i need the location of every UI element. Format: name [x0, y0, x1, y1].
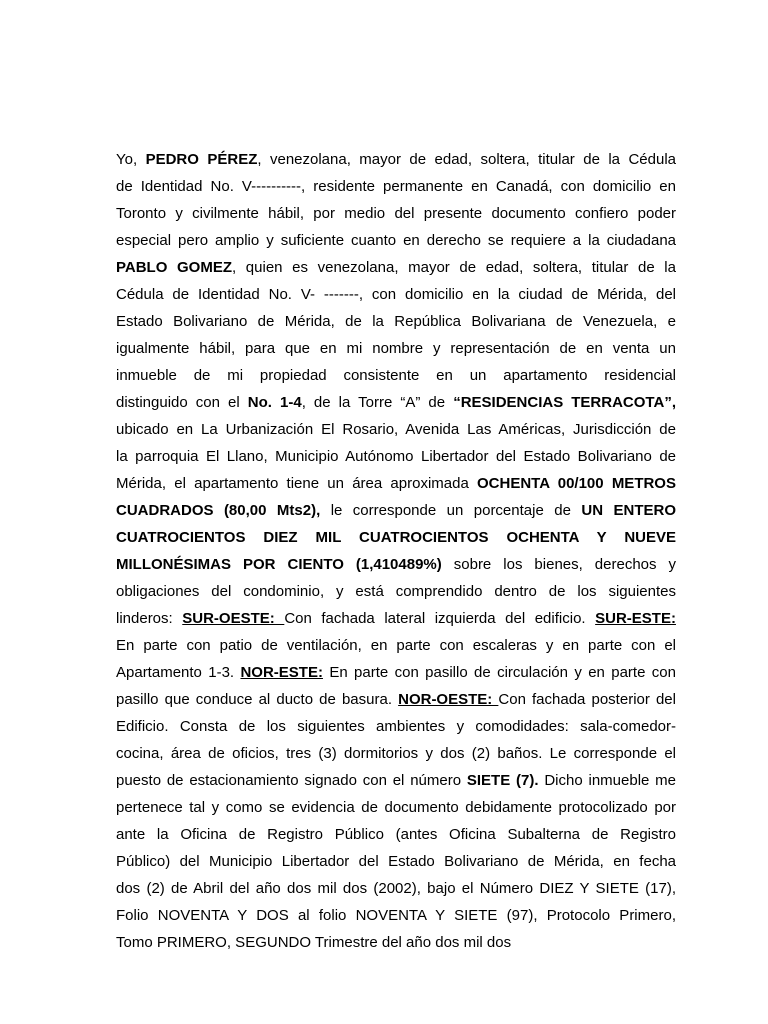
- document-line: [116, 146, 676, 173]
- document-line: [116, 632, 676, 659]
- bold-text-segment: No. 1-4: [247, 394, 302, 411]
- document-line: [116, 389, 676, 416]
- document-line: [116, 443, 676, 470]
- document-line: [116, 794, 676, 821]
- text-segment: Apartamento 1-3.: [116, 664, 241, 681]
- text-segment: le corresponde un porcentaje de: [320, 502, 582, 519]
- document-line: [116, 848, 676, 875]
- text-segment: Público) del Municipio Libertador del Estado Bolivariano de Mérida, en fecha: [116, 853, 676, 870]
- bold-text-segment: CUADRADOS (80,00 Mts2),: [116, 502, 321, 519]
- document-line: [116, 578, 676, 605]
- text-segment: , venezolana, mayor de edad, soltera, titular de la Cédula: [257, 151, 676, 168]
- document-line: [116, 281, 676, 308]
- text-segment: Con fachada posterior del: [498, 691, 676, 708]
- text-segment: pertenece tal y como se evidencia de documento debidamente protocolizado por: [116, 799, 676, 816]
- bold-text-segment: OCHENTA 00/100 METROS: [477, 475, 676, 492]
- text-segment: Mérida, el apartamento tiene un área aproximada: [116, 475, 478, 492]
- text-segment: especial pero amplio y suficiente cuanto en derecho se requiere a la ciudadana: [116, 232, 676, 249]
- bold-text-segment: PABLO GOMEZ: [116, 259, 233, 276]
- document-line: [116, 362, 676, 389]
- text-segment: ante la Oficina de Registro Público (antes Oficina Subalterna de Registro: [116, 826, 676, 843]
- document-line: [116, 335, 676, 362]
- document-line: [116, 767, 676, 794]
- document-line: [116, 713, 676, 740]
- text-segment: , quien es venezolana, mayor de edad, soltera, titular de la: [232, 259, 676, 276]
- document-line: [116, 902, 676, 929]
- text-segment: pasillo que conduce al ducto de basura.: [116, 691, 399, 708]
- text-segment: obligaciones del condominio, y está comprendido dentro de los siguientes: [116, 583, 676, 600]
- document-line: [116, 227, 676, 254]
- document-line: [116, 875, 676, 902]
- document-line: [116, 416, 676, 443]
- text-segment: la parroquia El Llano, Municipio Autónomo Libertador del Estado Bolivariano de: [116, 448, 676, 465]
- document-line: [116, 524, 676, 551]
- document-line: [116, 497, 676, 524]
- text-segment: En parte con pasillo de circulación y en parte con: [322, 664, 676, 681]
- text-segment: Dicho inmueble me: [538, 772, 677, 789]
- text-segment: inmueble de mi propiedad consistente en un apartamento residencial: [116, 367, 676, 384]
- text-segment: linderos:: [116, 610, 183, 627]
- text-segment: Yo,: [116, 151, 146, 168]
- text-segment: cocina, área de oficios, tres (3) dormitorios y dos (2) baños. Le corresponde el: [116, 745, 676, 762]
- document-line: [116, 686, 676, 713]
- document-line: [116, 605, 676, 632]
- bold-text-segment: CUATROCIENTOS DIEZ MIL CUATROCIENTOS OCHENTA Y NUEVE: [116, 529, 676, 546]
- bold-text-segment: “RESIDENCIAS TERRACOTA”,: [453, 394, 676, 411]
- text-segment: de Identidad No. V----------, residente permanente en Canadá, con domicilio en: [116, 178, 676, 195]
- text-segment: Tomo PRIMERO, SEGUNDO Trimestre del año dos mil dos: [116, 934, 512, 951]
- text-segment: En parte con patio de ventilación, en parte con escaleras y en parte con el: [116, 637, 676, 654]
- document-line: [116, 551, 676, 578]
- document-line: [116, 929, 676, 956]
- bold-text-segment: NOR-OESTE:: [398, 691, 499, 708]
- document-body: [116, 146, 676, 956]
- bold-text-segment: MILLONÉSIMAS POR CIENTO (1,410489%): [116, 556, 442, 573]
- text-segment: Edificio. Consta de los siguientes ambientes y comodidades: sala-comedor-: [116, 718, 676, 735]
- document-line: [116, 470, 676, 497]
- text-segment: sobre los bienes, derechos y: [441, 556, 676, 573]
- text-segment: Estado Bolivariano de Mérida, de la República Bolivariana de Venezuela, e: [116, 313, 676, 330]
- text-segment: dos (2) de Abril del año dos mil dos (2002), bajo el Número DIEZ Y SIETE (17),: [116, 880, 676, 897]
- document-line: [116, 740, 676, 767]
- text-segment: igualmente hábil, para que en mi nombre y representación de en venta un: [116, 340, 676, 357]
- document-line: [116, 659, 676, 686]
- bold-text-segment: PEDRO PÉREZ: [145, 151, 258, 168]
- text-segment: Cédula de Identidad No. V- -------, con domicilio en la ciudad de Mérida, del: [116, 286, 676, 303]
- document-line: [116, 254, 676, 281]
- document-line: [116, 200, 676, 227]
- document-line: [116, 173, 676, 200]
- bold-text-segment: SIETE (7).: [466, 772, 539, 789]
- text-segment: distinguido con el: [116, 394, 248, 411]
- text-segment: puesto de estacionamiento signado con el número: [116, 772, 467, 789]
- document-line: [116, 821, 676, 848]
- text-segment: Folio NOVENTA Y DOS al folio NOVENTA Y SIETE (97), Protocolo Primero,: [116, 907, 676, 924]
- text-segment: Con fachada lateral izquierda del edificio.: [284, 610, 596, 627]
- bold-text-segment: SUR-OESTE:: [182, 610, 285, 627]
- text-segment: Toronto y civilmente hábil, por medio del presente documento confiero poder: [116, 205, 676, 222]
- bold-text-segment: SUR-ESTE:: [595, 610, 676, 627]
- bold-text-segment: NOR-ESTE:: [240, 664, 323, 681]
- text-segment: ubicado en La Urbanización El Rosario, Avenida Las Américas, Jurisdicción de: [116, 421, 676, 438]
- text-segment: , de la Torre “A” de: [301, 394, 454, 411]
- document-line: [116, 308, 676, 335]
- bold-text-segment: UN ENTERO: [581, 502, 676, 519]
